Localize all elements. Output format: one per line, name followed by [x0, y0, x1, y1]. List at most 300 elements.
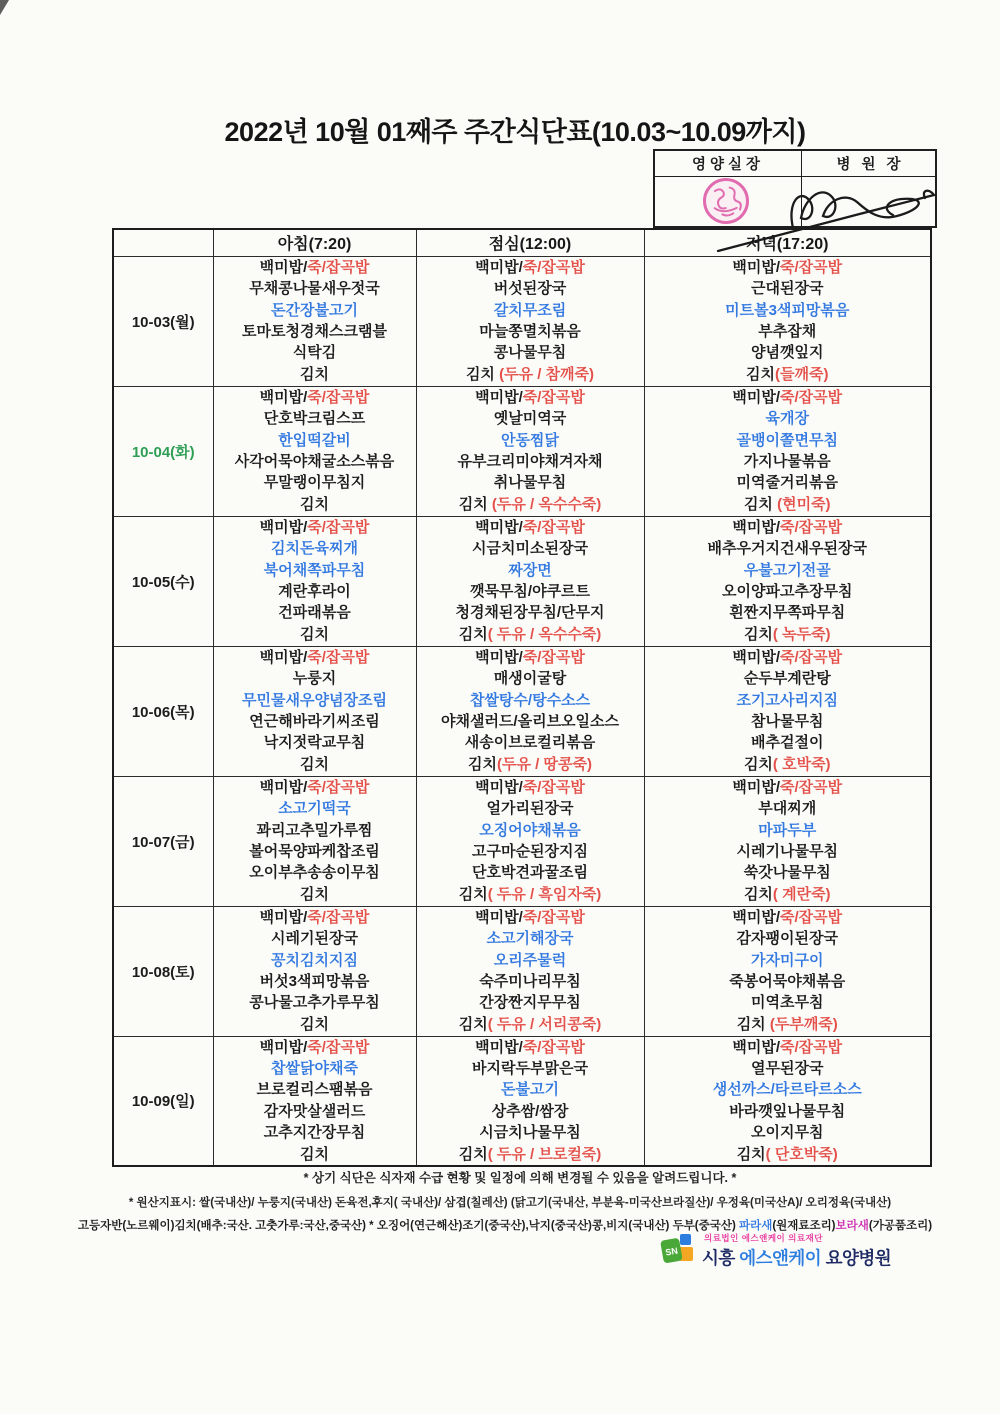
date-column-header: [113, 229, 213, 256]
menu-item-line: [647, 884, 929, 905]
text-segment: 김치: [300, 1015, 329, 1033]
menu-item-line: [216, 732, 414, 753]
menu-item-line: [216, 517, 414, 538]
text-segment: 소고기해장국: [486, 930, 574, 948]
menu-item-line: [419, 257, 642, 278]
menu-item-line: [419, 647, 642, 668]
text-segment: 죽/잡곡밥: [307, 1038, 370, 1056]
menu-item-line: [419, 472, 642, 493]
menu-item-line: [216, 624, 414, 645]
menu-item-line: [216, 1122, 414, 1143]
text-segment: 김치: [736, 1015, 770, 1033]
dinner-cell: [644, 776, 931, 906]
date-cell: 10-09(일): [113, 1036, 213, 1166]
text-segment: 백미밥/: [259, 258, 308, 276]
lunch-cell: [416, 1036, 644, 1166]
menu-item-line: [647, 1122, 929, 1143]
menu-item-line: [419, 560, 642, 581]
text-segment: 찹쌀닭야채죽: [271, 1059, 358, 1077]
menu-item-line: [647, 408, 929, 429]
menu-change-note: * 상기 식단은 식자재 수급 현황 및 일정에 의해 변경될 수 있음을 알려드립니다. *: [303, 1171, 737, 1185]
text-segment: 가지나물볶음: [743, 453, 831, 470]
text-segment: 백미밥/: [732, 258, 780, 276]
lunch-cell: [416, 516, 644, 646]
menu-item-line: [419, 841, 642, 862]
text-segment: 낙지젓락교무침: [263, 734, 366, 752]
menu-item-line: [647, 364, 929, 385]
text-segment: (들깨죽): [775, 365, 829, 383]
text-segment: ( 호박죽): [772, 755, 831, 773]
text-segment: 김치: [458, 1145, 488, 1163]
menu-item-line: [216, 777, 414, 798]
text-segment: 누룽지: [292, 670, 337, 688]
text-segment: 얼가리된장국: [486, 800, 574, 818]
menu-item-line: [216, 321, 414, 342]
menu-item-line: [647, 1101, 929, 1122]
text-segment: 백미밥/: [259, 388, 308, 406]
text-segment: 시레기나물무침: [736, 843, 838, 860]
menu-item-line: [216, 668, 414, 689]
text-segment: (원재료조리): [772, 1220, 836, 1232]
scan-artifact: [0, 0, 9, 15]
menu-item-line: [647, 300, 929, 321]
menu-item-line: [419, 342, 642, 363]
text-segment: 백미밥/: [259, 1038, 308, 1056]
text-segment: 죽/잡곡밥: [307, 778, 370, 796]
menu-item-line: [216, 884, 414, 905]
text-segment: 김치: [743, 755, 773, 773]
menu-item-line: [647, 538, 929, 559]
menu-item-line: [419, 1122, 642, 1143]
menu-item-line: [647, 1014, 929, 1035]
menu-item-line: [216, 364, 414, 385]
menu-item-line: [419, 1058, 642, 1079]
text-segment: 매생이굴탕: [493, 670, 567, 688]
dinner-column-header: 저녁(17:20): [644, 229, 931, 256]
breakfast-cell: [213, 776, 416, 906]
text-segment: ( 두유 / 서리콩죽): [487, 1015, 602, 1033]
text-segment: ( 두유 / 흑임자죽): [487, 885, 602, 903]
dinner-cell: [644, 256, 931, 386]
text-segment: 갈치무조림: [493, 301, 567, 319]
menu-item-line: [647, 321, 929, 342]
menu-row: [113, 906, 931, 1036]
menu-item-line: [419, 884, 642, 905]
menu-item-line: [216, 494, 414, 515]
date-cell: 10-03(월): [113, 256, 213, 386]
menu-item-line: [647, 278, 929, 299]
logo-name-type: 요양병원: [825, 1248, 892, 1268]
text-segment: 죽봉어묵야채볶음: [729, 973, 846, 990]
text-segment: 꽈리고추밀가루찜: [256, 821, 373, 839]
menu-item-line: [419, 1144, 642, 1165]
text-segment: 무말랭이무침지: [263, 474, 366, 492]
text-segment: 짜장면: [508, 561, 552, 579]
text-segment: 죽/잡곡밥: [780, 518, 843, 536]
menu-row: [113, 386, 931, 516]
menu-item-line: [216, 690, 414, 711]
menu-item-line: [419, 624, 642, 645]
menu-item-line: [216, 430, 414, 451]
approval-table: [653, 149, 937, 228]
dinner-cell: [644, 646, 931, 776]
text-segment: 고추지간장무침: [263, 1124, 366, 1142]
text-segment: 볼어묵양파케찹조림: [249, 843, 380, 860]
text-segment: 부추잡채: [758, 323, 817, 340]
text-segment: 죽/잡곡밥: [780, 388, 843, 406]
date-cell: 10-05(수): [113, 516, 213, 646]
text-segment: 김치: [458, 885, 488, 903]
menu-item-line: [216, 992, 414, 1013]
menu-item-line: [216, 257, 414, 278]
text-segment: 조기고사리지짐: [736, 691, 838, 709]
menu-item-line: [647, 430, 929, 451]
menu-item-line: [216, 342, 414, 363]
menu-item-line: [216, 538, 414, 559]
text-segment: 백미밥/: [259, 908, 308, 926]
lunch-cell: [416, 256, 644, 386]
menu-item-line: [419, 1014, 642, 1035]
text-segment: (두부깨죽): [769, 1015, 838, 1033]
menu-item-line: [419, 971, 642, 992]
text-segment: 김치: [465, 365, 500, 383]
text-segment: (두유 / 참깨죽): [499, 365, 595, 383]
menu-item-line: [216, 1037, 414, 1058]
text-segment: ( 두유 / 옥수수죽): [487, 625, 602, 643]
menu-item-line: [647, 992, 929, 1013]
menu-item-line: [647, 342, 929, 363]
menu-table: [112, 228, 932, 1167]
menu-header-row: [113, 229, 931, 256]
menu-item-line: [647, 1079, 929, 1100]
approval-header-hospital-director: 병원장: [802, 151, 935, 177]
menu-item-line: [419, 1037, 642, 1058]
text-segment: 김치: [746, 365, 775, 383]
menu-item-line: [647, 1058, 929, 1079]
breakfast-cell: [213, 646, 416, 776]
menu-item-line: [647, 907, 929, 928]
text-segment: 백미밥/: [475, 518, 523, 536]
menu-item-line: [647, 732, 929, 753]
menu-item-line: [647, 777, 929, 798]
text-segment: 감자맛살샐러드: [263, 1102, 366, 1120]
text-segment: 고구마순된장지짐: [472, 843, 588, 860]
text-segment: 새송이브로컬리볶음: [464, 734, 596, 752]
menu-item-line: [419, 1079, 642, 1100]
menu-item-line: [647, 560, 929, 581]
menu-item-line: [216, 647, 414, 668]
hospital-logo: [660, 1231, 891, 1270]
lunch-cell: [416, 386, 644, 516]
text-segment: 김치: [300, 365, 329, 383]
menu-item-line: [216, 472, 414, 493]
text-segment: 백미밥/: [732, 778, 780, 796]
menu-item-line: [419, 862, 642, 883]
text-segment: 보라새: [835, 1220, 869, 1232]
menu-item-line: [419, 451, 642, 472]
text-segment: 김치: [458, 495, 492, 513]
text-segment: 흰짠지무쪽파무침: [729, 604, 846, 622]
text-segment: 열무된장국: [751, 1059, 824, 1077]
menu-item-line: [216, 300, 414, 321]
menu-item-line: [419, 408, 642, 429]
text-segment: 가자미구이: [751, 951, 824, 969]
menu-row: [113, 516, 931, 646]
menu-item-line: [647, 950, 929, 971]
svg-text:SN: SN: [664, 1245, 679, 1258]
text-segment: 백미밥/: [732, 518, 780, 536]
text-segment: 부대찌개: [758, 800, 817, 818]
text-segment: 김치: [736, 1145, 766, 1163]
dinner-cell: [644, 1036, 931, 1166]
menu-item-line: [419, 321, 642, 342]
lunch-column-header: 점심(12:00): [416, 229, 644, 256]
text-segment: 김치: [458, 625, 488, 643]
menu-item-line: [419, 777, 642, 798]
menu-item-line: [216, 387, 414, 408]
text-segment: 참나물무침: [751, 713, 824, 730]
menu-item-line: [216, 581, 414, 602]
text-segment: 무민물새우양념장조림: [242, 691, 387, 709]
menu-item-line: [216, 971, 414, 992]
menu-item-line: [419, 278, 642, 299]
approval-header-nutrition-director: 영양실장: [655, 151, 802, 177]
text-segment: 백미밥/: [259, 518, 308, 536]
text-segment: 쑥갓나물무침: [743, 864, 831, 882]
menu-item-line: [216, 820, 414, 841]
text-segment: 죽/잡곡밥: [780, 258, 843, 276]
menu-item-line: [419, 950, 642, 971]
menu-item-line: [216, 841, 414, 862]
menu-item-line: [216, 928, 414, 949]
menu-item-line: [647, 494, 929, 515]
text-segment: 죽/잡곡밥: [780, 908, 843, 926]
text-segment: 육개장: [765, 410, 809, 428]
text-segment: 마늘쫑멸치볶음: [479, 323, 581, 340]
text-segment: 브로컬리스팸볶음: [256, 1081, 373, 1099]
text-segment: 버섯된장국: [493, 280, 567, 298]
menu-item-line: [216, 1014, 414, 1035]
menu-item-line: [647, 517, 929, 538]
text-segment: 숙주미나리무침: [479, 973, 581, 990]
text-segment: 고등자반(노르웨이)김치(배추:국산. 고춧가루:국산,중국산) * 오징어(연근해산)조기(중국산),낙지(중국산)콩,비지(국내산) 두부(중국산): [77, 1220, 739, 1232]
menu-item-line: [216, 602, 414, 623]
text-segment: 백미밥/: [475, 908, 523, 926]
text-segment: 죽/잡곡밥: [522, 258, 585, 276]
text-segment: 북어채쪽파무침: [263, 561, 366, 579]
menu-row: [113, 776, 931, 906]
text-segment: 죽/잡곡밥: [307, 258, 370, 276]
approval-stamp-icon: [699, 174, 754, 229]
text-segment: 죽/잡곡밥: [307, 648, 370, 666]
text-segment: 죽/잡곡밥: [780, 648, 843, 666]
menu-item-line: [647, 820, 929, 841]
text-segment: ( 녹두죽): [772, 625, 831, 643]
text-segment: 야채샐러드/올리브오일소스: [440, 713, 620, 730]
text-segment: 죽/잡곡밥: [522, 908, 585, 926]
menu-item-line: [647, 928, 929, 949]
text-segment: 연근해바라기씨조림: [249, 713, 380, 730]
menu-item-line: [419, 928, 642, 949]
menu-item-line: [419, 907, 642, 928]
menu-item-line: [419, 602, 642, 623]
text-segment: 바지락두부맑은국: [472, 1059, 588, 1077]
text-segment: 마파두부: [758, 821, 817, 839]
text-segment: 상추쌈/쌈장: [491, 1102, 569, 1120]
menu-item-line: [216, 278, 414, 299]
menu-item-line: [647, 1037, 929, 1058]
snk-logo-icon: [660, 1231, 696, 1269]
text-segment: 김치: [300, 625, 329, 643]
lunch-cell: [416, 646, 644, 776]
text-segment: 백미밥/: [732, 648, 780, 666]
text-segment: 오이부추송송이무침: [249, 864, 380, 882]
menu-row: [113, 646, 931, 776]
text-segment: 콩나물무침: [493, 344, 567, 362]
menu-item-line: [419, 538, 642, 559]
date-cell: 10-06(목): [113, 646, 213, 776]
text-segment: 안동찜닭: [501, 431, 559, 449]
text-segment: 죽/잡곡밥: [522, 518, 585, 536]
menu-item-line: [419, 430, 642, 451]
menu-item-line: [647, 387, 929, 408]
breakfast-cell: [213, 256, 416, 386]
lunch-cell: [416, 776, 644, 906]
logo-name-city: 시흥: [702, 1248, 740, 1268]
text-segment: 김치돈육찌개: [271, 540, 358, 558]
text-segment: 죽/잡곡밥: [522, 1038, 585, 1056]
menu-item-line: [216, 408, 414, 429]
text-segment: 단호박크림스프: [263, 410, 366, 428]
text-segment: 백미밥/: [259, 648, 308, 666]
text-segment: 죽/잡곡밥: [307, 908, 370, 926]
menu-item-line: [647, 451, 929, 472]
text-segment: ( 두유 / 브로컬죽): [487, 1145, 602, 1163]
menu-item-line: [419, 387, 642, 408]
text-segment: 미역줄거리볶음: [736, 474, 838, 492]
text-segment: 유부크리미야채겨자채: [457, 453, 603, 470]
text-segment: 감자팽이된장국: [736, 930, 838, 948]
logo-hospital-name: [702, 1245, 891, 1270]
menu-row: [113, 1036, 931, 1166]
text-segment: 시금치미소된장국: [472, 540, 588, 558]
text-segment: 죽/잡곡밥: [307, 388, 370, 406]
date-cell: 10-07(금): [113, 776, 213, 906]
menu-item-line: [216, 798, 414, 819]
breakfast-cell: [213, 386, 416, 516]
menu-item-line: [647, 841, 929, 862]
text-segment: 미트볼3색피망볶음: [725, 301, 850, 319]
menu-item-line: [647, 472, 929, 493]
text-segment: 취나물무침: [493, 474, 567, 492]
menu-item-line: [419, 517, 642, 538]
text-segment: 김치: [743, 625, 773, 643]
logo-foundation-text: 의료법인 에스앤케이 의료재단: [704, 1233, 823, 1243]
text-segment: 간장짠지무무침: [479, 994, 581, 1012]
text-segment: 백미밥/: [475, 388, 523, 406]
date-cell: 10-08(토): [113, 906, 213, 1036]
menu-item-line: [647, 798, 929, 819]
text-segment: 소고기떡국: [278, 800, 351, 818]
text-segment: 단호박견과꿀조림: [472, 864, 588, 882]
text-segment: 오이양파고추장무침: [722, 583, 853, 600]
menu-item-line: [647, 257, 929, 278]
text-segment: 죽/잡곡밥: [780, 1038, 843, 1056]
breakfast-cell: [213, 906, 416, 1036]
menu-item-line: [647, 647, 929, 668]
menu-item-line: [647, 668, 929, 689]
menu-item-line: [419, 754, 642, 775]
date-cell: 10-04(화): [113, 386, 213, 516]
text-segment: 백미밥/: [259, 778, 308, 796]
text-segment: 김치: [300, 885, 329, 903]
text-segment: 꽁치김치지짐: [271, 951, 358, 969]
menu-item-line: [647, 862, 929, 883]
text-segment: 백미밥/: [475, 778, 523, 796]
menu-item-line: [647, 602, 929, 623]
text-segment: 돈간장불고기: [271, 301, 358, 319]
breakfast-cell: [213, 516, 416, 646]
text-segment: 백미밥/: [732, 1038, 780, 1056]
dinner-cell: [644, 516, 931, 646]
page-title: 2022년 10월 01째주 주간식단표(10.03~10.09까지): [224, 117, 806, 147]
menu-item-line: [216, 1079, 414, 1100]
dinner-cell: [644, 386, 931, 516]
text-segment: 김치: [468, 755, 498, 773]
menu-item-line: [216, 754, 414, 775]
logo-name-brand: 에스앤케이: [739, 1248, 826, 1268]
text-segment: 토마토청경채스크램블: [242, 323, 387, 340]
text-segment: (두유 / 옥수수죽): [491, 495, 602, 513]
menu-item-line: [216, 1144, 414, 1165]
text-segment: 김치: [458, 1015, 488, 1033]
text-segment: 오이지무침: [751, 1124, 824, 1142]
text-segment: 청경채된장무침/단무지: [455, 604, 605, 622]
text-segment: 순두부계란탕: [743, 670, 831, 688]
text-segment: 돈불고기: [501, 1081, 559, 1099]
text-segment: (가공품조리): [868, 1220, 933, 1232]
menu-item-line: [216, 907, 414, 928]
text-segment: 김치: [300, 1145, 329, 1163]
menu-item-line: [419, 732, 642, 753]
menu-item-line: [419, 798, 642, 819]
text-segment: 김치: [300, 755, 329, 773]
text-segment: 배추겉절이: [751, 734, 824, 752]
text-segment: 무채콩나물새우젓국: [249, 280, 380, 298]
text-segment: 시금치나물무침: [479, 1124, 581, 1142]
text-segment: 계란후라이: [278, 583, 351, 600]
menu-item-line: [216, 1058, 414, 1079]
dinner-cell: [644, 906, 931, 1036]
origin-label-line1: * 원산지표시: 쌀(국내산)/ 누룽지(국내산) 돈육전,후지( 국내산)/ 삼겹(칠레산) (닭고기(국내산, 부분육-미국산브라질산)/ 우정육(미국산A)/ 오리정육(국내산): [128, 1197, 892, 1209]
approval-signature-cell: [802, 177, 935, 226]
text-segment: 죽/잡곡밥: [522, 388, 585, 406]
text-segment: 배추우거지건새우된장국: [707, 540, 867, 558]
menu-item-line: [647, 581, 929, 602]
menu-item-line: [419, 364, 642, 385]
text-segment: 김치: [300, 495, 329, 513]
menu-item-line: [647, 690, 929, 711]
text-segment: 골뱅이쫄면무침: [736, 431, 838, 449]
text-segment: (두유 / 땅콩죽): [497, 755, 592, 773]
text-segment: 한입떡갈비: [278, 431, 351, 449]
text-segment: 죽/잡곡밥: [522, 778, 585, 796]
text-segment: 사각어묵야채굴소스볶음: [234, 453, 395, 470]
menu-item-line: [419, 581, 642, 602]
breakfast-cell: [213, 1036, 416, 1166]
menu-item-line: [647, 1144, 929, 1165]
menu-item-line: [647, 754, 929, 775]
